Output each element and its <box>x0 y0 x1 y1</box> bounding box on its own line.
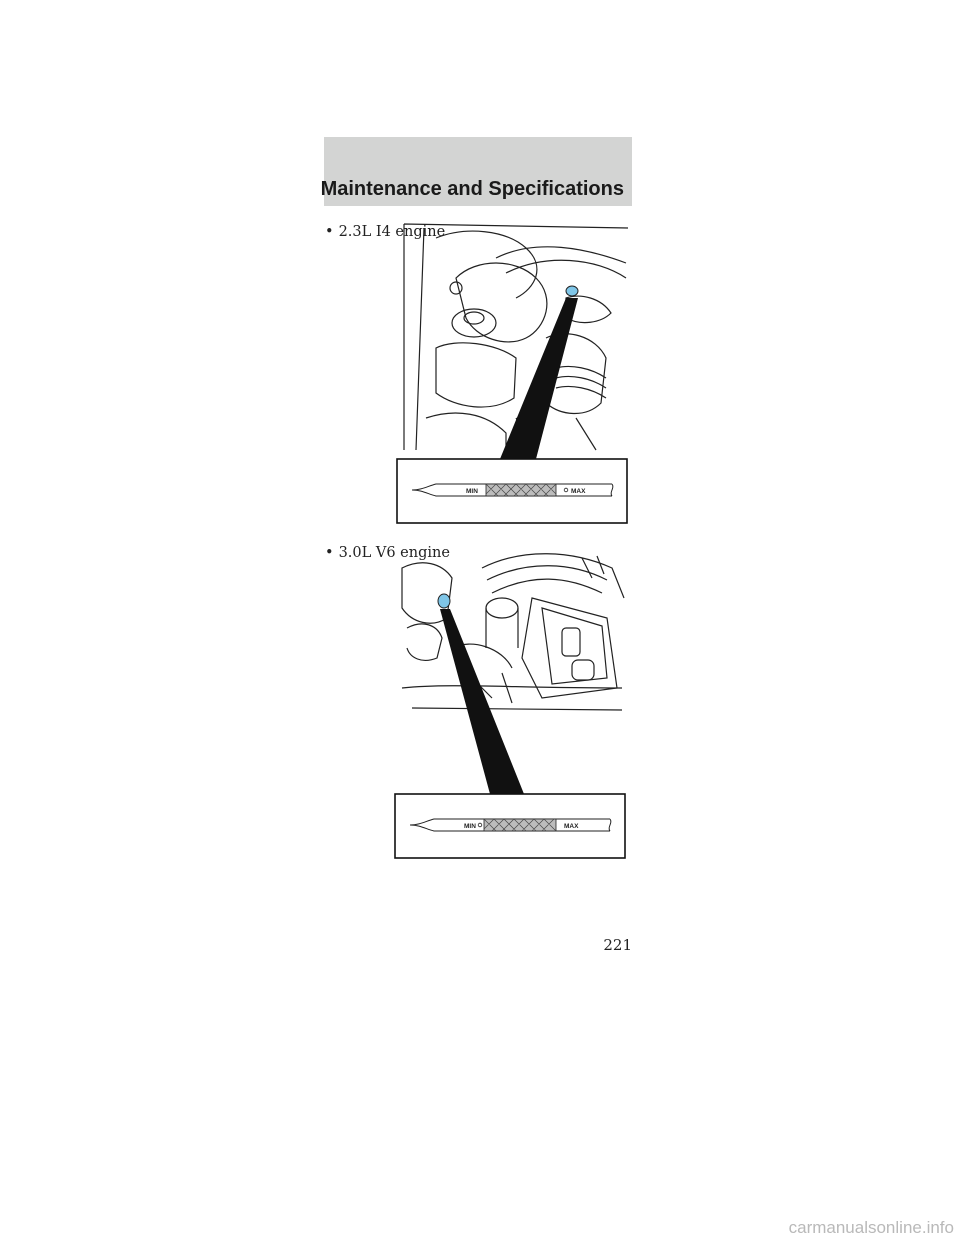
page-number: 221 <box>603 936 632 954</box>
dipstick-max-label: MAX <box>571 488 586 495</box>
pointer-callout <box>500 298 578 459</box>
engine-illustration-2-3l <box>396 218 632 530</box>
section-title: Maintenance and Specifications <box>320 178 624 200</box>
engine-label: 3.0L V6 engine <box>338 545 450 561</box>
engine-label: 2.3L I4 engine <box>338 224 446 240</box>
dipstick-min-label: MIN <box>464 823 476 830</box>
watermark: carmanualsonline.info <box>788 1218 954 1237</box>
bullet-icon: • <box>325 224 334 240</box>
dipstick-min-label: MIN <box>466 488 478 495</box>
engine-compartment-drawing <box>396 218 632 530</box>
engine-compartment-drawing <box>392 538 632 864</box>
dipstick-max-label: MAX <box>564 823 579 830</box>
bullet-icon: • <box>325 545 334 561</box>
section-header-band <box>320 137 632 206</box>
engine-illustration-3-0l <box>392 538 632 864</box>
dipstick-cap-icon <box>566 286 578 296</box>
dipstick-cap-icon <box>438 594 450 608</box>
